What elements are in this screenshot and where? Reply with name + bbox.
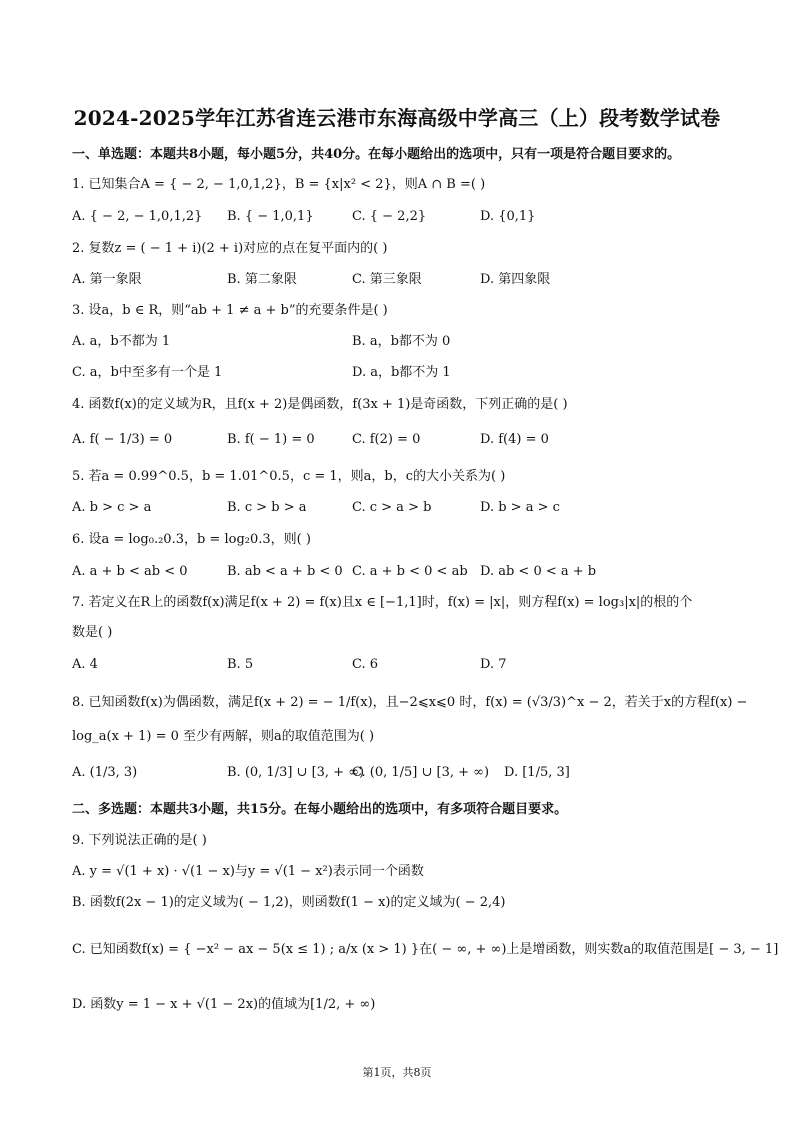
q7-option-c: C. 6 <box>352 657 379 672</box>
q8-option-c: C. (0, 1/5] ∪ [3, + ∞) <box>352 765 490 780</box>
q2-option-b: B. 第二象限 <box>227 272 297 287</box>
question-9-stem: 9. 下列说法正确的是( ) <box>72 833 207 848</box>
section-single-choice-heading: 一、单选题：本题共8小题，每小题5分，共40分。在每小题给出的选项中，只有一项是符合题目要求的。 <box>72 147 681 162</box>
q4-option-a: A. f( − 1/3) = 0 <box>72 432 173 447</box>
q4-option-d: D. f(4) = 0 <box>480 432 549 447</box>
q3-option-d: D. a，b都不为 1 <box>352 365 451 380</box>
question-8-stem-line1: 8. 已知函数f(x)为偶函数，满足f(x + 2) = − 1/f(x)，且−2⩽x⩽0 时，f(x) = (√3/3)^x − 2，若关于x的方程f(x) − <box>72 695 748 710</box>
question-1-stem: 1. 已知集合A = { − 2, − 1,0,1,2}，B = {x|x² < 2}，则A ∩ B =( ) <box>72 177 486 192</box>
q1-option-d: D. {0,1} <box>480 209 536 224</box>
q2-option-c: C. 第三象限 <box>352 272 422 287</box>
q3-option-c: C. a，b中至多有一个是 1 <box>72 365 223 380</box>
q9-option-a: A. y = √(1 + x) · √(1 − x)与y = √(1 − x²)表示同一个函数 <box>72 864 424 879</box>
q8-option-b: B. (0, 1/3] ∪ [3, + ∞) <box>227 765 365 780</box>
question-6-stem: 6. 设a = log₀.₂0.3，b = log₂0.3，则( ) <box>72 532 311 547</box>
q5-option-d: D. b > a > c <box>480 500 560 515</box>
q1-option-a: A. { − 2, − 1,0,1,2} <box>72 209 203 224</box>
q4-option-b: B. f( − 1) = 0 <box>227 432 315 447</box>
q8-option-a: A. (1/3, 3) <box>72 765 138 780</box>
q2-option-a: A. 第一象限 <box>72 272 142 287</box>
question-4-stem: 4. 函数f(x)的定义域为R，且f(x + 2)是偶函数，f(3x + 1)是奇函数，下列正确的是( ) <box>72 397 568 412</box>
exam-title: 2024-2025学年江苏省连云港市东海高级中学高三（上）段考数学试卷 <box>73 106 721 130</box>
question-3-stem: 3. 设a，b ∈ R，则“ab + 1 ≠ a + b”的充要条件是( ) <box>72 303 388 318</box>
question-7-stem-line1: 7. 若定义在R上的函数f(x)满足f(x + 2) = f(x)且x ∈ [−1,1]时，f(x) = |x|，则方程f(x) = log₃|x|的根的个 <box>72 595 693 610</box>
q5-option-b: B. c > b > a <box>227 500 307 515</box>
q7-option-d: D. 7 <box>480 657 507 672</box>
question-5-stem: 5. 若a = 0.99^0.5，b = 1.01^0.5，c = 1，则a，b，c的大小关系为( ) <box>72 469 506 484</box>
section-multiple-choice-heading: 二、多选题：本题共3小题，共15分。在每小题给出的选项中，有多项符合题目要求。 <box>72 802 568 817</box>
q6-option-b: B. ab < a + b < 0 <box>227 564 343 579</box>
q5-option-a: A. b > c > a <box>72 500 152 515</box>
q8-option-d: D. [1/5, 3] <box>504 765 570 780</box>
q3-option-a: A. a，b不都为 1 <box>72 334 171 349</box>
question-8-stem-line2: log_a(x + 1) = 0 至少有两解，则a的取值范围为( ) <box>72 729 375 744</box>
q9-option-b: B. 函数f(2x − 1)的定义域为( − 1,2)，则函数f(1 − x)的定义域为( − 2,4) <box>72 895 506 910</box>
question-7-stem-line2: 数是( ) <box>72 625 113 640</box>
q2-option-d: D. 第四象限 <box>480 272 551 287</box>
question-2-stem: 2. 复数z = ( − 1 + i)(2 + i)对应的点在复平面内的( ) <box>72 241 388 256</box>
page-footer: 第1页，共8页 <box>362 1066 432 1079</box>
q6-option-a: A. a + b < ab < 0 <box>72 564 188 579</box>
q7-option-a: A. 4 <box>72 657 98 672</box>
q6-option-d: D. ab < 0 < a + b <box>480 564 597 579</box>
q9-option-d: D. 函数y = 1 − x + √(1 − 2x)的值域为[1/2, + ∞) <box>72 997 376 1012</box>
q1-option-c: C. { − 2,2} <box>352 209 427 224</box>
q1-option-b: B. { − 1,0,1} <box>227 209 314 224</box>
q3-option-b: B. a，b都不为 0 <box>352 334 451 349</box>
q6-option-c: C. a + b < 0 < ab <box>352 564 468 579</box>
q9-option-c: C. 已知函数f(x) = { −x² − ax − 5(x ≤ 1) ; a/x (x > 1) }在( − ∞, + ∞)上是增函数，则实数a的取值范围是[ − 3, − 1] <box>72 942 779 957</box>
q7-option-b: B. 5 <box>227 657 254 672</box>
q5-option-c: C. c > a > b <box>352 500 432 515</box>
q4-option-c: C. f(2) = 0 <box>352 432 421 447</box>
